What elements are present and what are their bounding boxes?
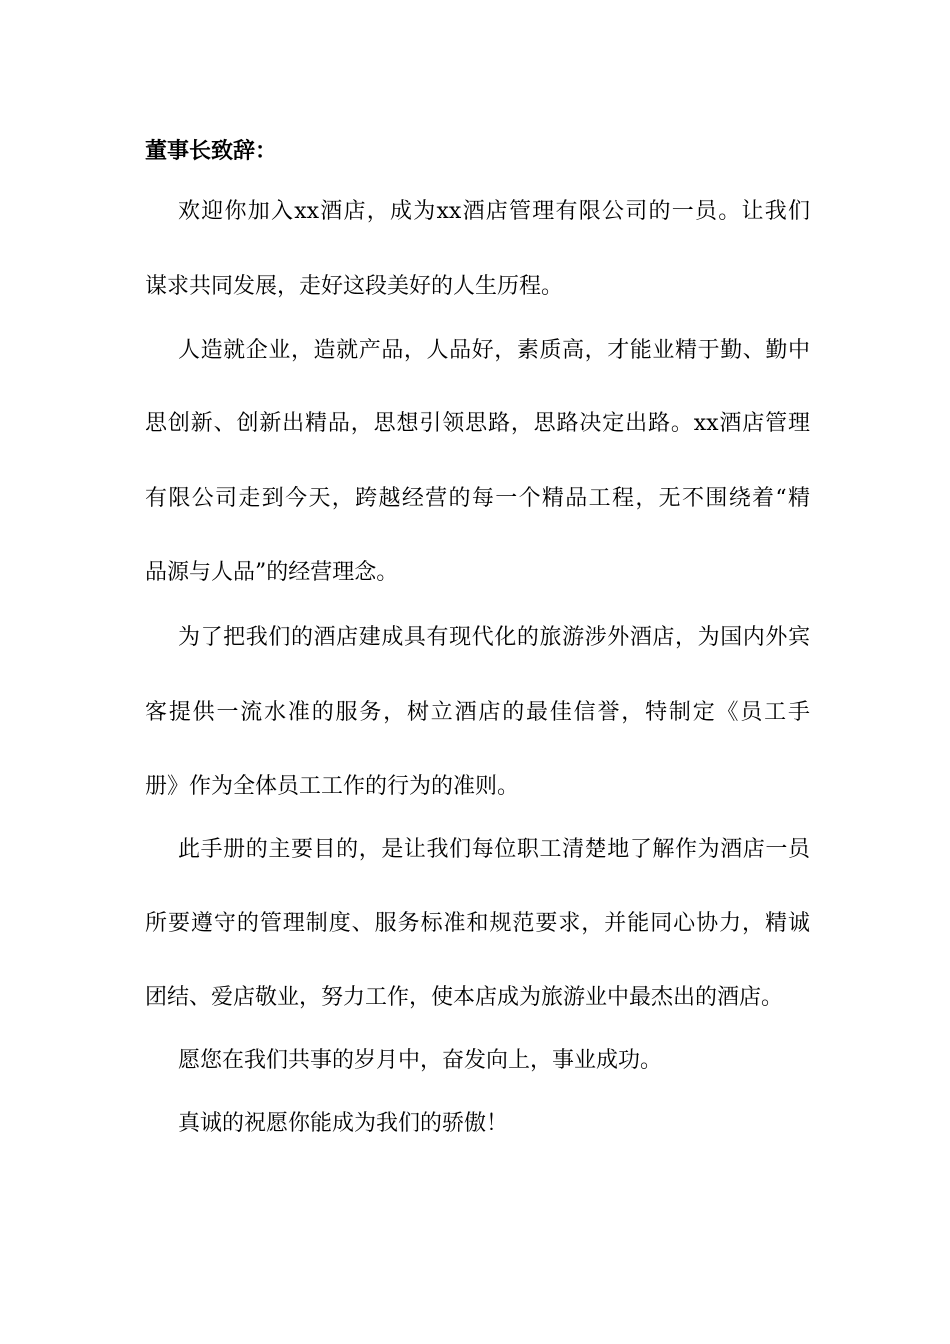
paragraph-line: 团结、爱店敬业，努力工作，使本店成为旅游业中最杰出的酒店。 — [145, 985, 784, 1010]
paragraph-line: 有限公司走到今天，跨越经营的每一个精品工程，无不围绕着“精 — [145, 486, 810, 511]
paragraph-line: 为了把我们的酒店建成具有现代化的旅游涉外酒店，为国内外宾 — [178, 625, 810, 650]
paragraph-line: 此手册的主要目的，是让我们每位职工清楚地了解作为酒店一员 — [178, 837, 810, 862]
document-title: 董事长致辞： — [145, 138, 278, 164]
paragraph-line: 谋求共同发展，走好这段美好的人生历程。 — [145, 274, 564, 299]
paragraph-line: 人造就企业，造就产品，人品好，素质高，才能业精于勤、勤中 — [178, 338, 810, 363]
paragraph-line: 册》作为全体员工工作的行为的准则。 — [145, 774, 520, 799]
paragraph-line: 欢迎你加入xx酒店，成为xx酒店管理有限公司的一员。让我们 — [178, 199, 810, 224]
paragraph-line: 品源与人品”的经营理念。 — [145, 560, 399, 585]
paragraph-line: 所要遵守的管理制度、服务标准和规范要求，并能同心协力，精诚 — [145, 911, 810, 936]
paragraph-line: 思创新、创新出精品，思想引领思路，思路决定出路。xx酒店管理 — [145, 411, 810, 436]
paragraph-line: 真诚的祝愿你能成为我们的骄傲！ — [178, 1111, 509, 1136]
paragraph-line: 客提供一流水准的服务，树立酒店的最佳信誉，特制定《员工手 — [145, 700, 810, 725]
paragraph-line: 愿您在我们共事的岁月中，奋发向上，事业成功。 — [178, 1048, 663, 1073]
